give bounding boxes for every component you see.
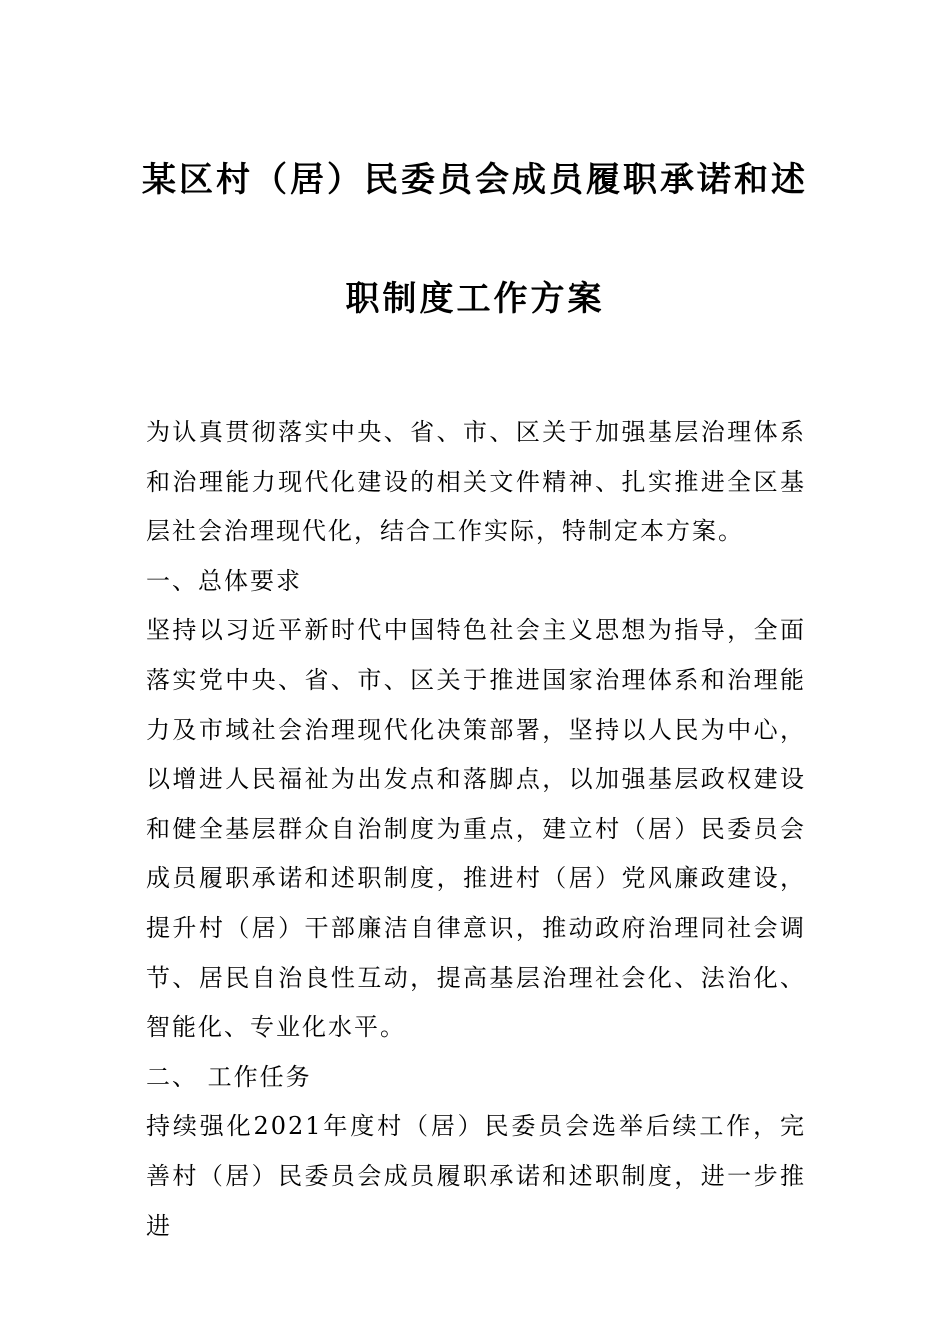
document-title-line-1: 某区村（居）民委员会成员履职承诺和述 bbox=[142, 160, 808, 200]
section-2-heading: 二、 工作任务 bbox=[146, 1062, 312, 1091]
section-2-paragraph: 持续强化2021年度村（居）民委员会选举后续工作，完善村（居）民委员会成员履职承诺和述职制度，进一步推进 bbox=[146, 1112, 806, 1240]
document-title-line-2: 职制度工作方案 bbox=[345, 279, 605, 319]
intro-paragraph: 为认真贯彻落实中央、省、市、区关于加强基层治理体系和治理能力现代化建设的相关文件精神、扎实推进全区基层社会治理现代化，结合工作实际，特制定本方案。 bbox=[146, 418, 806, 546]
section-1-paragraph: 坚持以习近平新时代中国特色社会主义思想为指导，全面落实党中央、省、市、区关于推进国家治理体系和治理能力及市域社会治理现代化决策部署，坚持以人民为中心，以增进人民福祉为出发点和落脚点，以加强基层政权建设和健全基层群众自治制度为重点，建立村（居）民委员会成员履职承诺和述职制度，推进村（居）党风廉政建设，提升村（居）干部廉洁自律意识，推动政府治理同社会调节、居民自治良性互动，提高基层治理社会化、法治化、智能化、专业化水平。 bbox=[146, 616, 806, 1042]
document-body bbox=[146, 408, 806, 1251]
section-1-heading: 一、总体要求 bbox=[146, 566, 302, 595]
